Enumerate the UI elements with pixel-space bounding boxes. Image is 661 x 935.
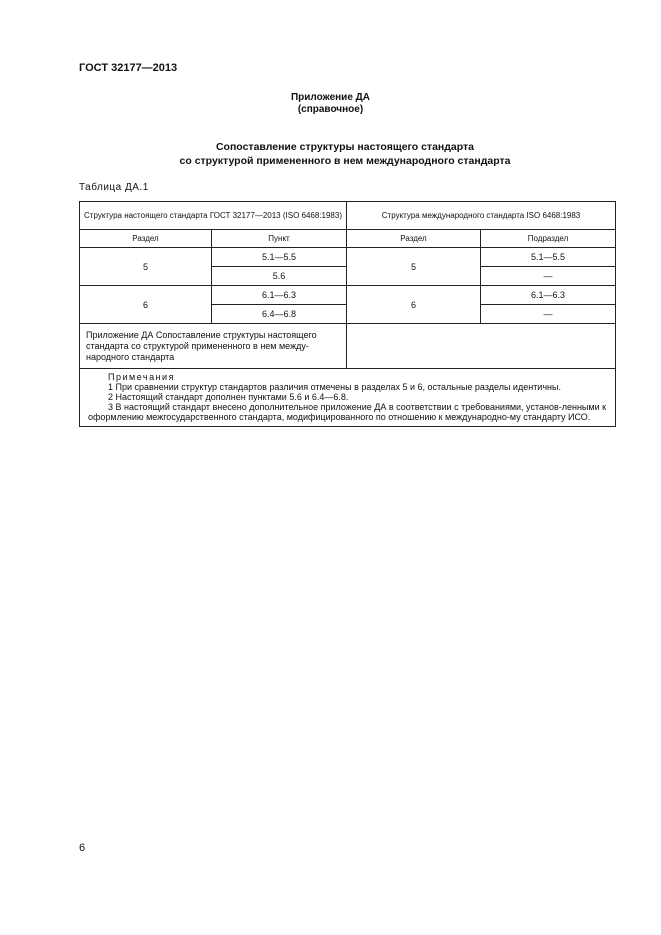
cell-section-intl: 5 — [347, 248, 481, 286]
header-international-structure: Структура международного стандарта ISO 6468:1983 — [347, 202, 616, 230]
notes-heading: Примечания — [108, 372, 175, 382]
table-caption: Таблица ДА.1 — [79, 182, 149, 193]
annex-heading — [0, 92, 661, 116]
col-header-point: Пункт — [212, 230, 347, 248]
cell-point: 6.4—6.8 — [212, 305, 347, 324]
table-notes-row — [80, 369, 616, 427]
col-header-section-intl: Раздел — [347, 230, 481, 248]
cell-subsection: — — [481, 305, 616, 324]
cell-subsection: — — [481, 267, 616, 286]
document-code: ГОСТ 32177—2013 — [79, 62, 178, 74]
notes-block — [80, 369, 616, 427]
col-header-subsection: Подраздел — [481, 230, 616, 248]
table-annex-row — [80, 324, 616, 369]
note-item: 3 В настоящий стандарт внесено дополнительное приложение ДА в соответствии с требованиями, установ-ленными к оформлению межгосударственного стандарта, модифицированного по отношению к международно-му стандарту ИСО. — [88, 402, 607, 422]
cell-point: 6.1—6.3 — [212, 286, 347, 305]
cell-subsection: 5.1—5.5 — [481, 248, 616, 267]
table-row — [80, 286, 616, 305]
cell-section: 5 — [80, 248, 212, 286]
header-national-structure: Структура настоящего стандарта ГОСТ 32177—2013 (ISO 6468:1983) — [80, 202, 347, 230]
annex-kind: (справочное) — [297, 104, 364, 115]
note-item: 1 При сравнении структур стандартов различия отмечены в разделах 5 и 6, остальные разделы идентичны. — [108, 382, 561, 392]
cell-point: 5.1—5.5 — [212, 248, 347, 267]
table-row — [80, 248, 616, 267]
col-header-section: Раздел — [80, 230, 212, 248]
section-title-line-1: Сопоставление структуры настоящего стандарта — [215, 141, 475, 153]
cell-annex-empty — [347, 324, 616, 369]
cell-annex-description: Приложение ДА Сопоставление структуры настоящего стандарта со структурой примененного в нем между-народного стандарта — [80, 324, 347, 369]
section-title-line-2: со структурой примененного в нем международного стандарта — [179, 155, 511, 167]
section-title — [0, 140, 661, 168]
cell-section-intl: 6 — [347, 286, 481, 324]
comparison-table — [79, 201, 616, 427]
annex-title: Приложение ДА — [290, 92, 371, 103]
cell-subsection: 6.1—6.3 — [481, 286, 616, 305]
page-number: 6 — [79, 842, 86, 854]
cell-point: 5.6 — [212, 267, 347, 286]
table-header-row — [80, 202, 616, 230]
note-item: 2 Настоящий стандарт дополнен пунктами 5.6 и 6.4—6.8. — [108, 392, 349, 402]
cell-section: 6 — [80, 286, 212, 324]
table-subheader-row — [80, 230, 616, 248]
